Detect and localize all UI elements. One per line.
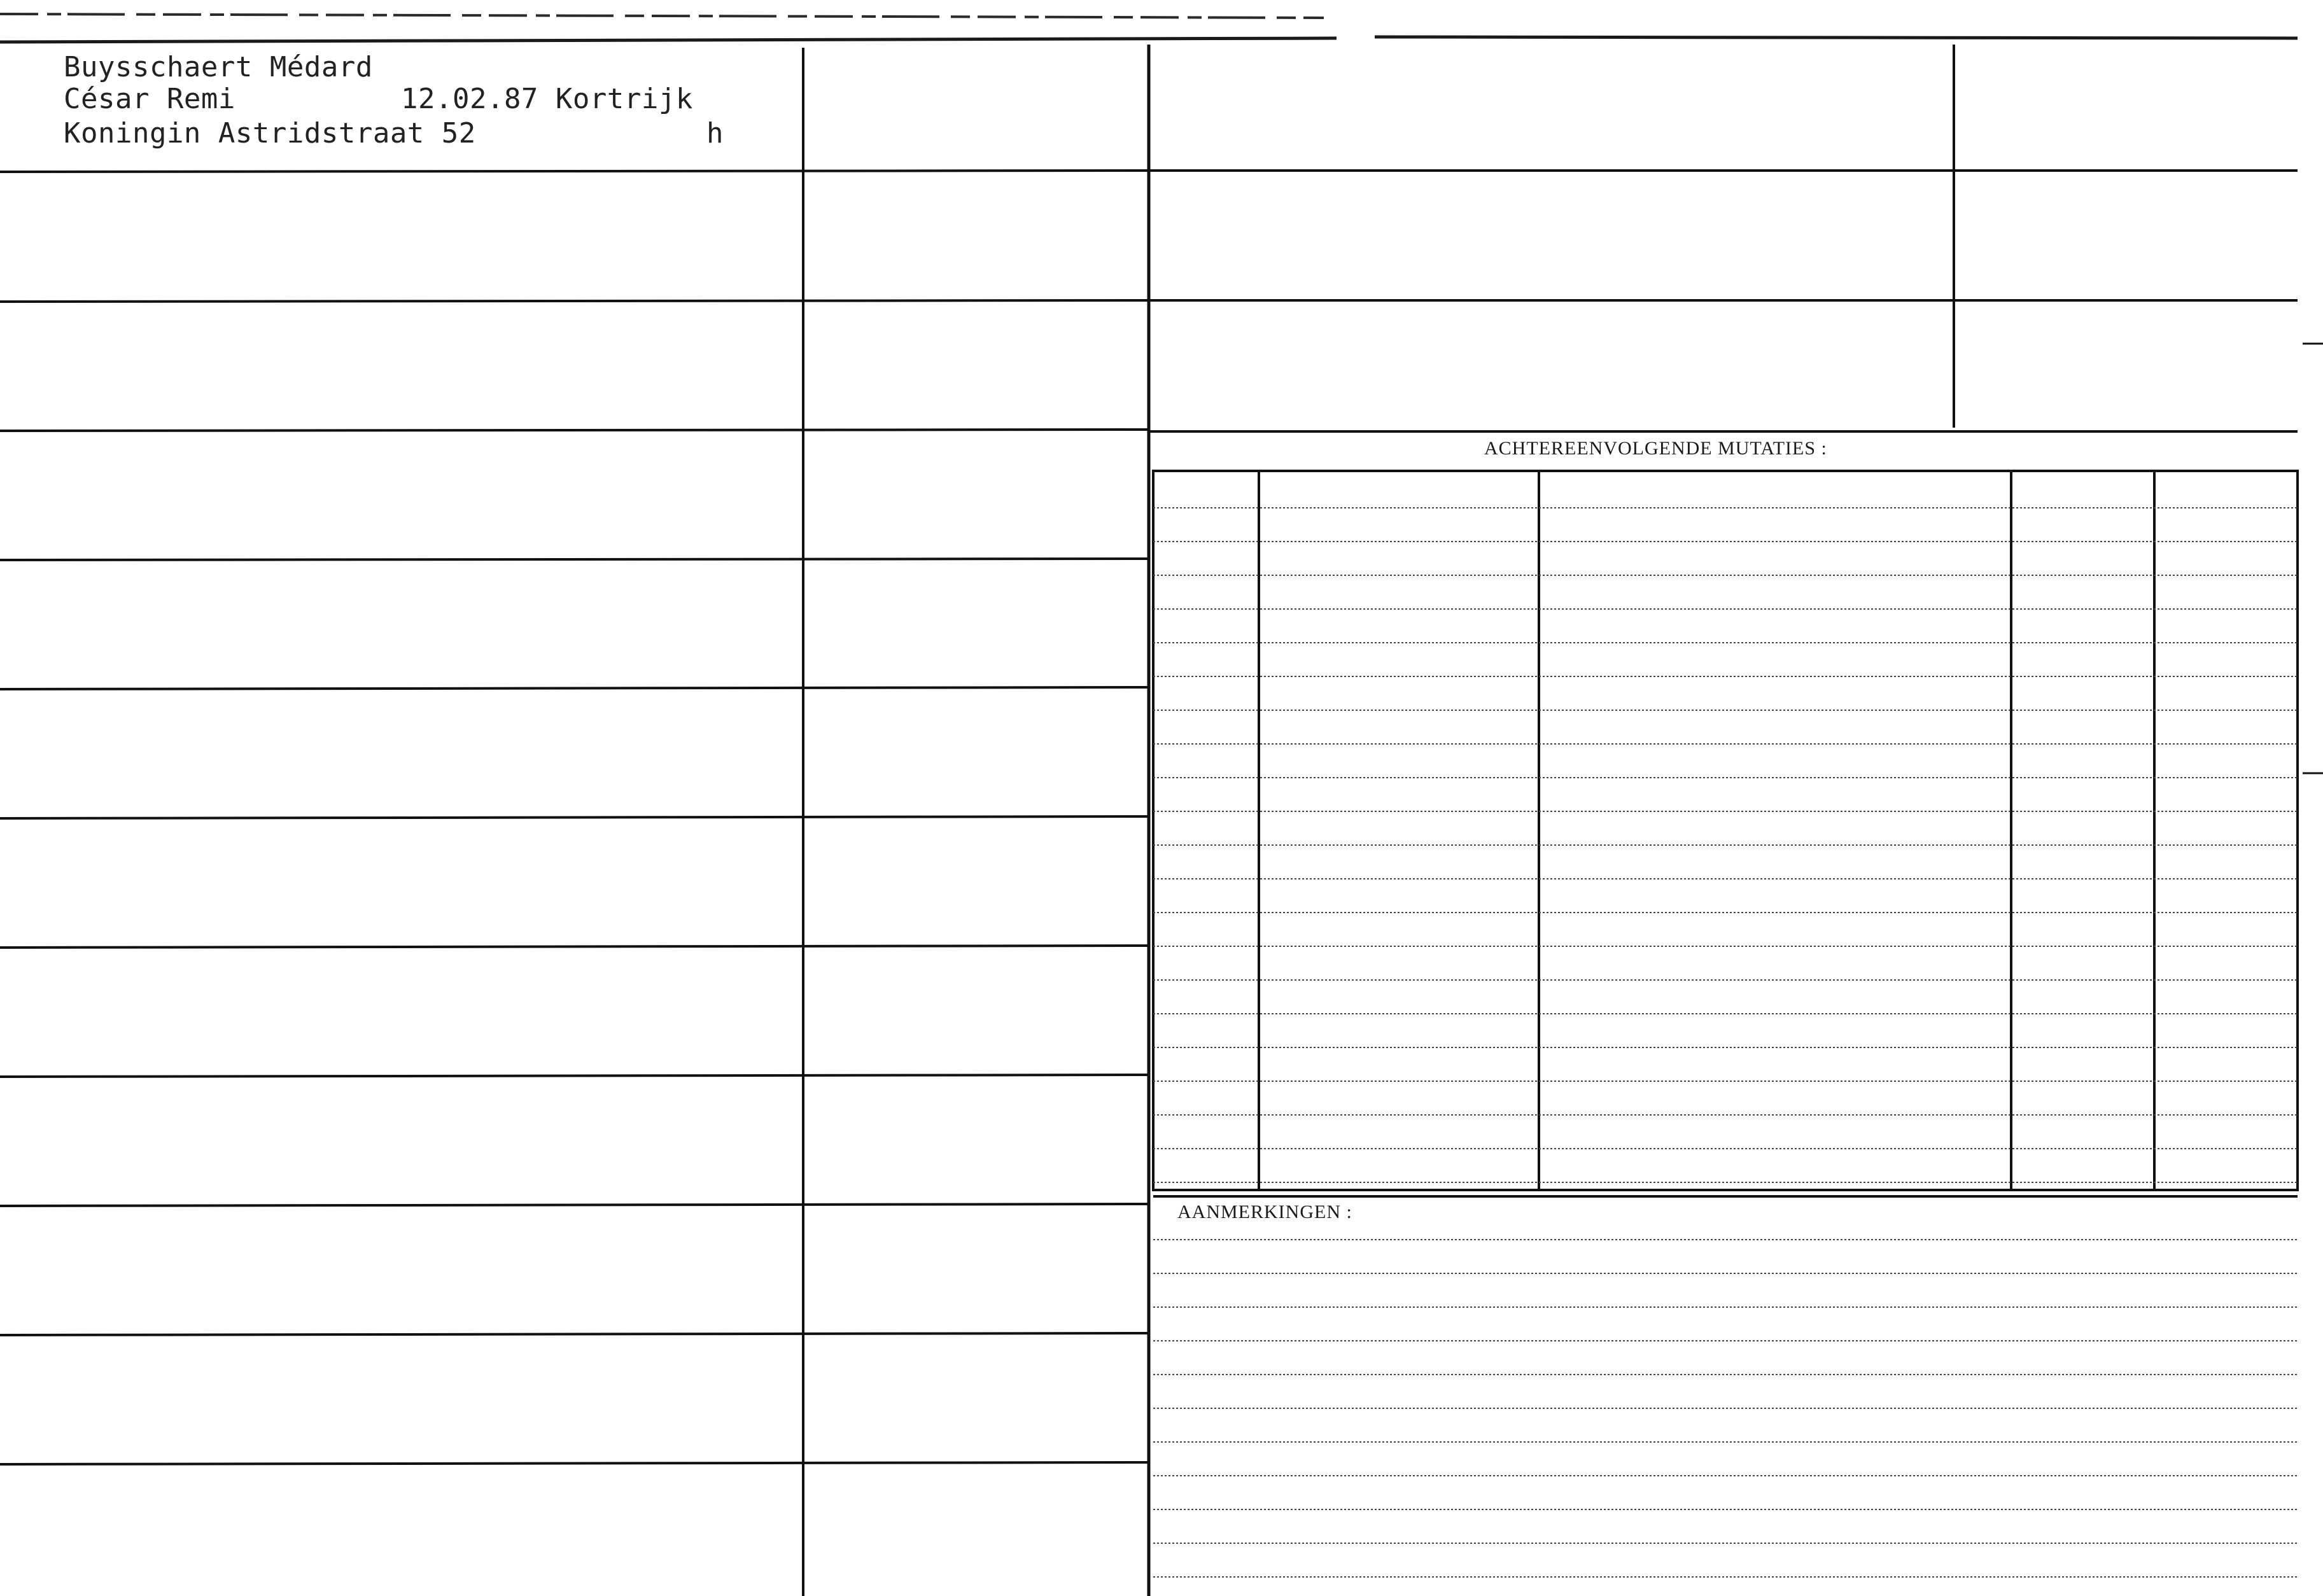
remarks-area [1153, 1196, 2298, 1577]
left-row-rules [0, 171, 1149, 1464]
remarks-heading: AANMERKINGEN : [1177, 1201, 1352, 1222]
record-name-line: Buysschaert Médard [64, 51, 373, 83]
mutations-table [1153, 471, 2298, 1190]
top-edge [0, 14, 2298, 42]
mutations-heading: ACHTEREENVOLGENDE MUTATIES : [1484, 438, 1827, 459]
edge-ticks [2303, 344, 2323, 773]
record-given-names: César Remi [64, 83, 235, 115]
record-birth-date-place: 12.02.87 Kortrijk [401, 83, 693, 115]
record-address: Koningin Astridstraat 52 [64, 117, 476, 150]
record-suffix: h [706, 117, 724, 150]
left-columns [803, 45, 1149, 1596]
right-upper-grid [1149, 45, 2298, 431]
